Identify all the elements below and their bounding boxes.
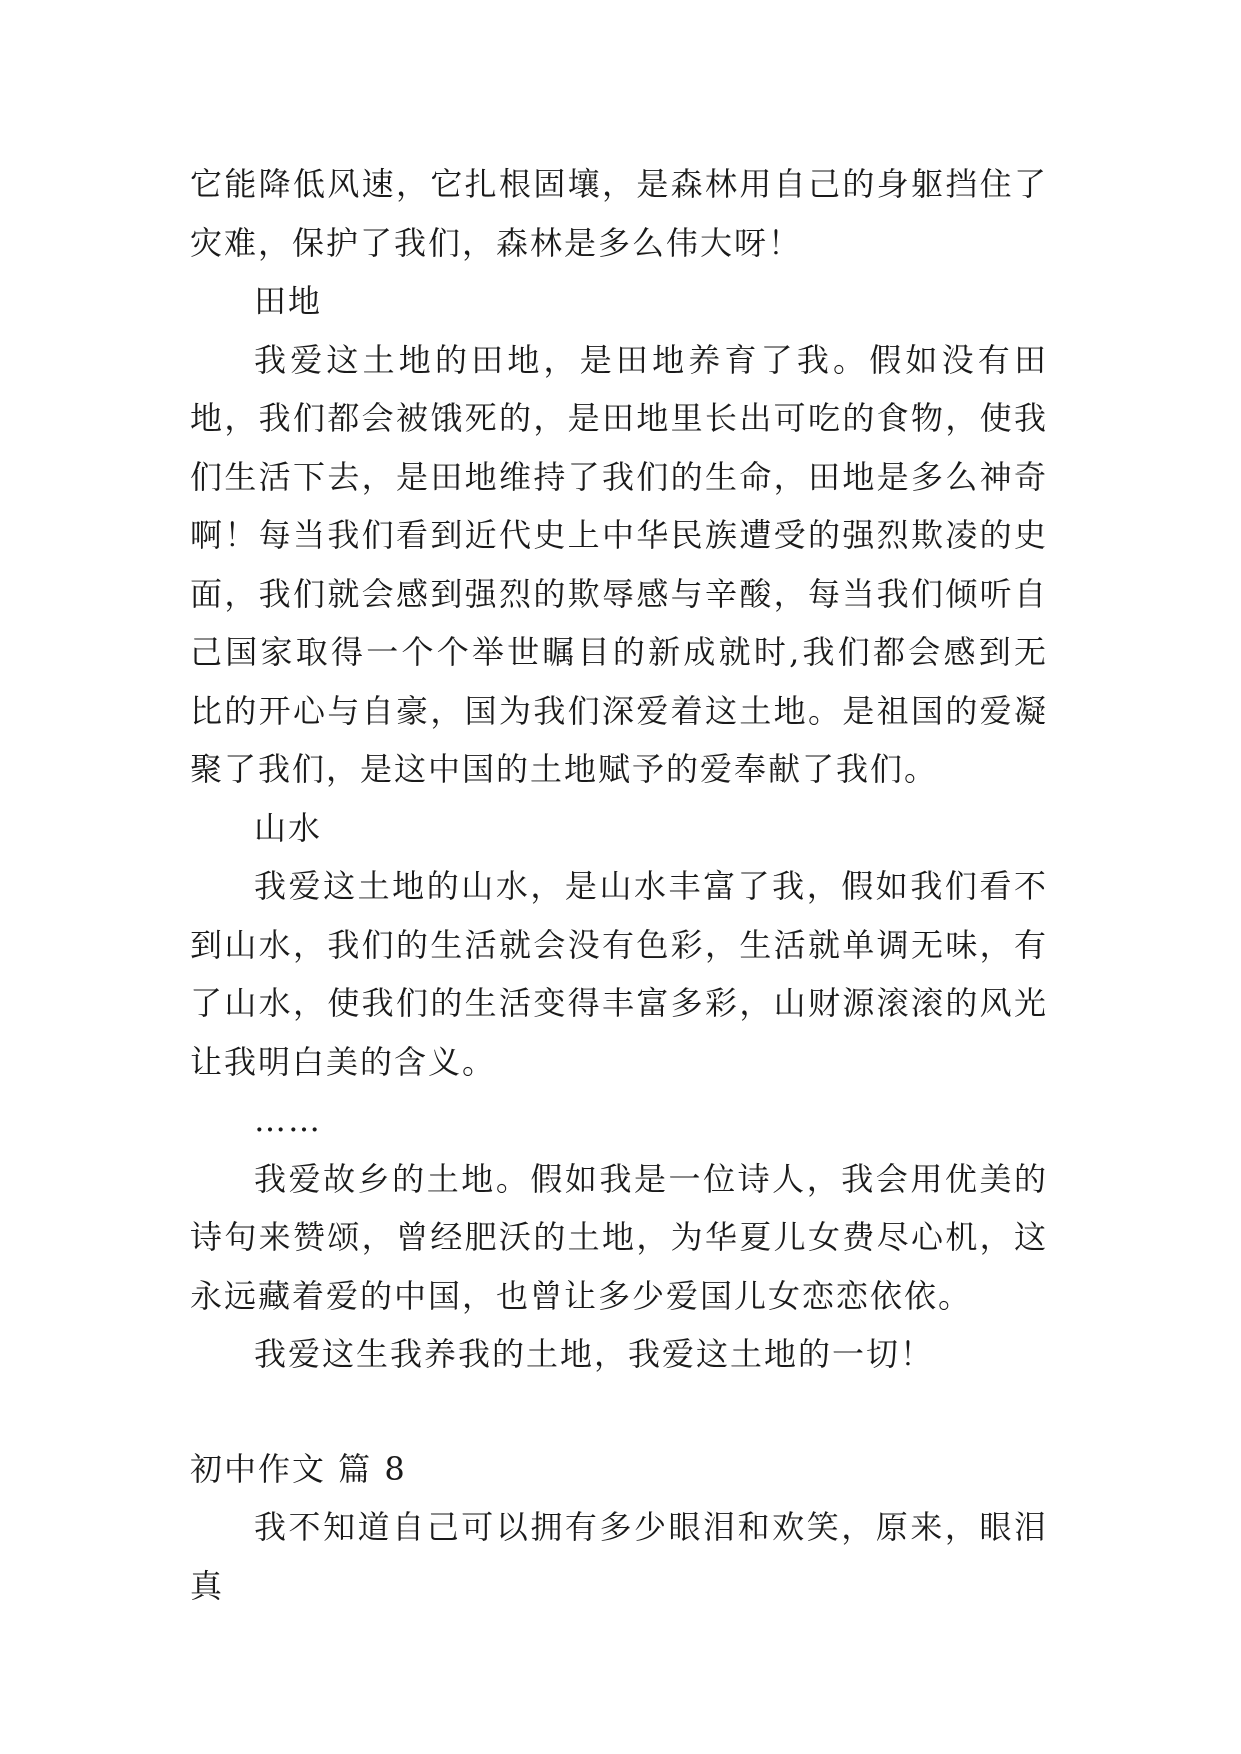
subheading-landscape: 山水 [254,808,323,847]
document-page [190,155,1048,1615]
paragraph-fields: 我爱这土地的田地，是田地养育了我。假如没有田地，我们都会被饿死的，是田地里长出可吃的食物，使我们生活下去，是田地维持了我们的生命，田地是多么神奇啊！每当我们看到近代史上中华民族遭受的强烈欺凌的史面，我们就会感到强烈的欺辱感与辛酸，每当我们倾听自己国家取得一个个举世瞩目的新成就时,我们都会感到无比的开心与自豪，国为我们深爱着这土地。是祖国的爱凝聚了我们，是这中国的土地赋予的爱奉献了我们。 [190,340,1048,788]
paragraph-essay-8-start: 我不知道自己可以拥有多少眼泪和欢笑，原来，眼泪真 [190,1508,1048,1605]
essay-section-title: 初中作文 篇 8 [190,1449,407,1488]
paragraph-landscape: 我爱这土地的山水，是山水丰富了我，假如我们看不到山水，我们的生活就会没有色彩，生活就单调无味，有了山水，使我们的生活变得丰富多彩，山财源滚滚的风光让我明白美的含义。 [190,867,1048,1081]
paragraph-forest: 它能降低风速，它扎根固壤，是森林用自己的身躯挡住了灾难，保护了我们，森林是多么伟大呀！ [190,165,1048,262]
ellipsis: …… [254,1101,322,1139]
subheading-fields: 田地 [254,282,323,320]
paragraph-closing: 我爱这生我养我的土地，我爱这土地的一切！ [254,1335,935,1373]
paragraph-hometown: 我爱故乡的土地。假如我是一位诗人，我会用优美的诗句来赞颂，曾经肥沃的土地，为华夏儿女费尽心机，这永远藏着爱的中国，也曾让多少爱国儿女恋恋依依。 [190,1159,1048,1315]
